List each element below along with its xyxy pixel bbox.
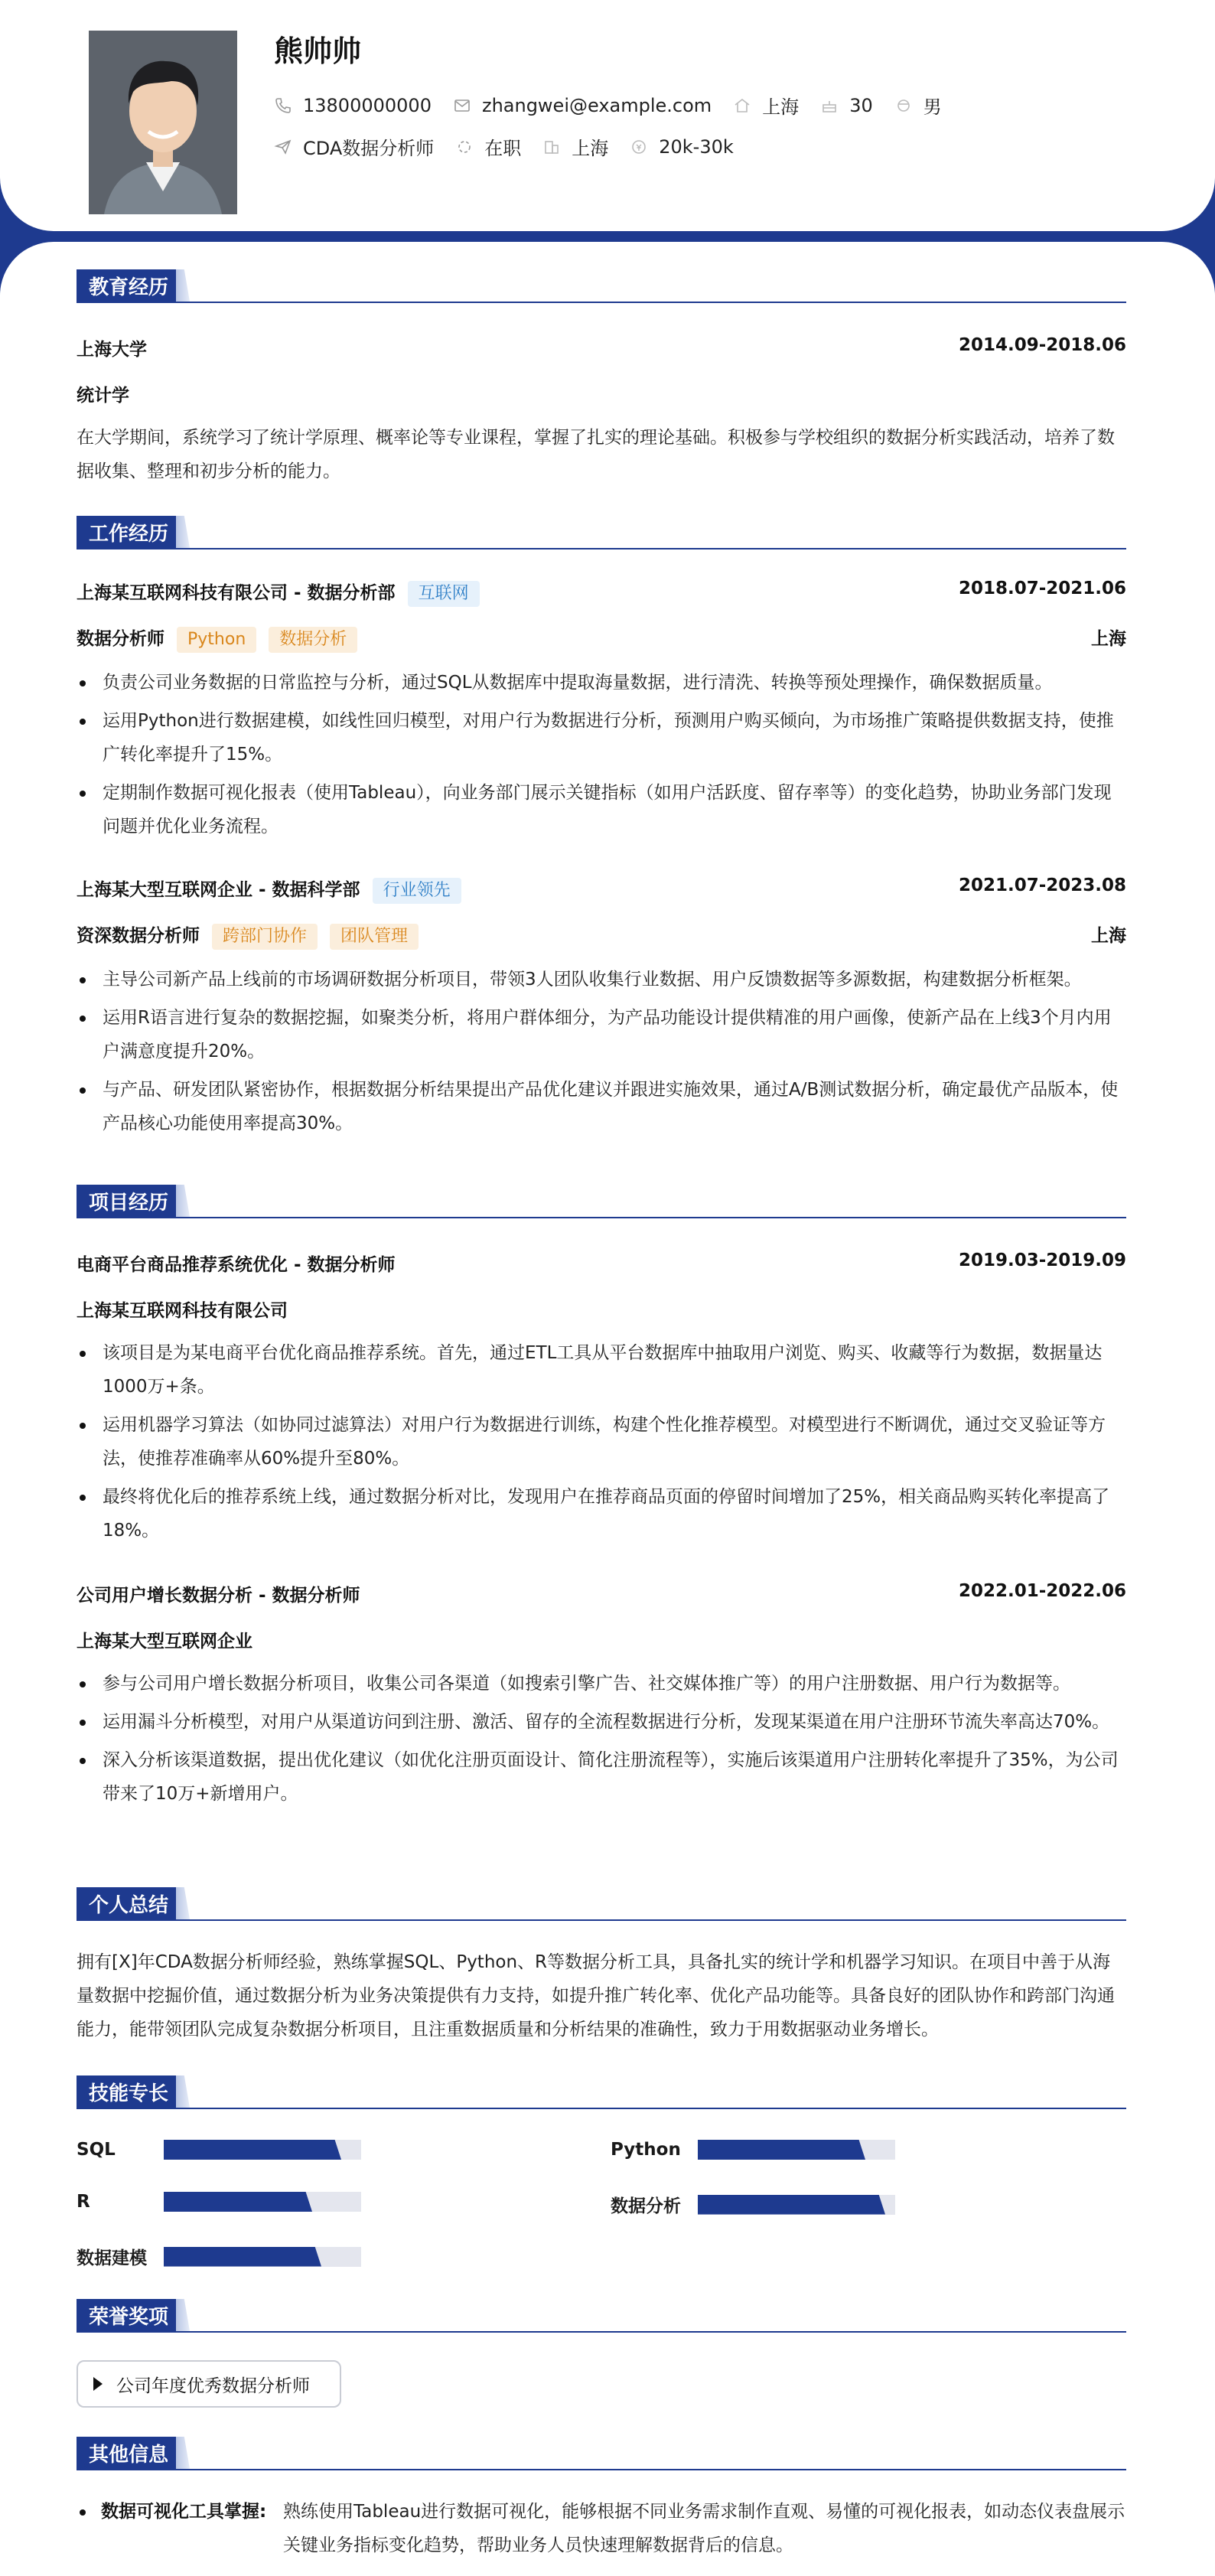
salary-item <box>630 136 734 158</box>
salary-text: 20k-30k <box>659 135 734 158</box>
skill-bar <box>698 2195 895 2215</box>
work-role: 数据分析师 Python 数据分析 上海 <box>77 624 1126 653</box>
phone-icon <box>274 96 292 115</box>
skill-bar <box>164 2140 361 2160</box>
skill-tag: 跨部门协作 <box>212 924 318 950</box>
skill-bar <box>164 2192 361 2212</box>
mail-icon <box>453 96 471 115</box>
email-text: zhangwei@example.com <box>481 94 712 116</box>
hometown-item <box>733 92 799 119</box>
email-item <box>453 95 712 116</box>
project-period: 2022.01-2022.06 <box>958 1581 1126 1601</box>
list-item: 主导公司新产品上线前的市场调研数据分析项目，带领3人团队收集行业数据、用户反馈数据等多源数据，构建数据分析框架。 <box>77 963 1126 996</box>
skill-name: 数据分析 <box>611 2196 681 2216</box>
school-name: 上海大学 2014.09-2018.06 <box>77 335 1126 360</box>
list-item: 负责公司业务数据的日常监控与分析，通过SQL从数据库中提取海量数据，进行清洗、转换等预处理操作，确保数据质量。 <box>77 666 1126 699</box>
section-header-education <box>77 269 1126 303</box>
skill-bar <box>164 2247 361 2267</box>
caret-right-icon <box>93 2377 103 2391</box>
section-title: 技能专长 <box>77 2075 181 2108</box>
section-title: 个人总结 <box>77 1887 181 1919</box>
status-icon <box>455 138 474 156</box>
project-title: 电商平台商品推荐系统优化 - 数据分析师 2019.03-2019.09 <box>77 1251 1126 1275</box>
work-bullets <box>77 963 1126 1145</box>
summary-text: 拥有[X]年CDA数据分析师经验，熟练掌握SQL、Python、R等数据分析工具，具备扎实的统计学和机器学习知识。在项目中善于从海量数据中挖掘价值，通过数据分析为业务决策提供有力支持，如提升推广转化率、优化产品功能等。具备良好的团队协作和跨部门沟通能力，能带领团队完成复杂数据分析项目，且注重数据质量和分析结果的准确性，致力于用数据驱动业务增长。 <box>77 1952 1115 2040</box>
work-location: 上海 <box>1091 629 1126 649</box>
list-item: 定期制作数据可视化报表（使用Tableau），向业务部门展示关键指标（如用户活跃度、留存率等）的变化趋势，协助业务部门发现问题并优化业务流程。 <box>77 776 1126 843</box>
phone-text: 13800000000 <box>303 94 432 116</box>
home-icon <box>733 96 751 115</box>
work-bullets <box>77 666 1126 848</box>
section-header-project <box>77 1185 1126 1218</box>
skill-item <box>611 2140 895 2160</box>
other-info-value: 熟练使用Tableau进行数据可视化，能够根据不同业务需求制作直观、易懂的可视化报表，如动态仪表盘展示关键业务指标变化趋势，帮助业务人员快速理解数据背后的信息。 <box>283 2502 1125 2555</box>
city-text: 上海 <box>572 138 609 159</box>
coin-icon <box>630 138 648 156</box>
industry-tag: 行业领先 <box>373 878 461 904</box>
contact-row <box>274 92 963 119</box>
work-company: 上海某大型互联网企业 - 数据科学部 行业领先 2021.07-2023.08 <box>77 876 1126 904</box>
skill-item <box>77 2140 361 2160</box>
list-item: 运用Python进行数据建模，如线性回归模型，对用户行为数据进行分析，预测用户购买倾向，为市场推广策略提供数据支持，使推广转化率提升了15%。 <box>77 704 1126 771</box>
section-header-work <box>77 516 1126 549</box>
project-company: 上海某大型互联网企业 <box>77 1632 252 1652</box>
status-item <box>455 133 521 160</box>
age-text: 30 <box>849 94 873 116</box>
avatar <box>89 31 237 214</box>
work-role: 资深数据分析师 跨部门协作 团队管理 上海 <box>77 921 1126 950</box>
skill-tag: 数据分析 <box>269 627 357 653</box>
work-company: 上海某互联网科技有限公司 - 数据分析部 互联网 2018.07-2021.06 <box>77 579 1126 607</box>
award-label: 公司年度优秀数据分析师 <box>116 2375 310 2396</box>
section-title: 教育经历 <box>77 269 181 302</box>
list-item: 深入分析该渠道数据，提出优化建议（如优化注册页面设计、简化注册流程等），实施后该渠道用户注册转化率提升了35%，为公司带来了10万+新增用户。 <box>77 1743 1126 1811</box>
status-text: 在职 <box>484 138 522 159</box>
gender-item <box>894 92 942 119</box>
education-description: 在大学期间，系统学习了统计学原理、概率论等专业课程，掌握了扎实的理论基础。积极参与学校组织的数据分析实践活动，培养了数据收集、整理和初步分析的能力。 <box>77 428 1115 481</box>
paper-plane-icon <box>274 138 292 156</box>
candidate-name: 熊帅帅 <box>274 34 362 68</box>
skill-item <box>611 2192 895 2217</box>
major: 统计学 <box>77 386 129 406</box>
section-header-awards <box>77 2299 1126 2333</box>
industry-tag: 互联网 <box>408 581 480 607</box>
section-header-skills <box>77 2075 1126 2109</box>
other-info-key: 数据可视化工具掌握: <box>101 2502 267 2522</box>
gender-text: 男 <box>923 96 942 118</box>
phone-item <box>274 95 432 116</box>
award-item[interactable] <box>77 2360 341 2408</box>
section-header-summary <box>77 1887 1126 1921</box>
skill-name: SQL <box>77 2140 116 2160</box>
project-company: 上海某互联网科技有限公司 <box>77 1301 288 1321</box>
skill-name: 数据建模 <box>77 2248 147 2268</box>
position-text: CDA数据分析师 <box>303 138 435 159</box>
project-title: 公司用户增长数据分析 - 数据分析师 2022.01-2022.06 <box>77 1581 1126 1606</box>
job-row <box>274 133 755 160</box>
skill-item <box>77 2192 361 2212</box>
skill-tag: Python <box>177 627 256 653</box>
gender-icon <box>894 96 913 115</box>
position-item <box>274 133 434 160</box>
hometown-text: 上海 <box>762 96 800 118</box>
list-item: 参与公司用户增长数据分析项目，收集公司各渠道（如搜索引擎广告、社交媒体推广等）的用户注册数据、用户行为数据等。 <box>77 1667 1126 1700</box>
section-header-other <box>77 2437 1126 2470</box>
list-item: 与产品、研发团队紧密协作，根据数据分析结果提出产品优化建议并跟进实施效果，通过A/B测试数据分析，确定最优产品版本，使产品核心功能使用率提高30%。 <box>77 1073 1126 1140</box>
skill-name: Python <box>611 2140 681 2160</box>
cake-icon <box>820 96 839 115</box>
header-card <box>0 0 1215 231</box>
building-icon <box>542 138 561 156</box>
city-item <box>542 133 608 160</box>
section-title: 工作经历 <box>77 516 181 548</box>
list-item: 运用R语言进行复杂的数据挖掘，如聚类分析，将用户群体细分，为产品功能设计提供精准的用户画像，使新产品在上线3个月内用户满意度提升20%。 <box>77 1001 1126 1068</box>
section-title: 荣誉奖项 <box>77 2299 181 2331</box>
project-bullets <box>77 1667 1126 1815</box>
section-title: 项目经历 <box>77 1185 181 1217</box>
skill-item <box>77 2244 361 2269</box>
skill-bar <box>698 2140 895 2160</box>
skill-tag: 团队管理 <box>330 924 419 950</box>
skill-name: R <box>77 2192 90 2212</box>
education-period: 2014.09-2018.06 <box>958 335 1126 355</box>
list-item: 运用机器学习算法（如协同过滤算法）对用户行为数据进行训练，构建个性化推荐模型。对模型进行不断调优，通过交叉验证等方法，使推荐准确率从60%提升至80%。 <box>77 1408 1126 1475</box>
list-item: 最终将优化后的推荐系统上线，通过数据分析对比，发现用户在推荐商品页面的停留时间增加了25%，相关商品购买转化率提高了18%。 <box>77 1480 1126 1547</box>
list-item: 该项目是为某电商平台优化商品推荐系统。首先，通过ETL工具从平台数据库中抽取用户浏览、购买、收藏等行为数据，数据量达1000万+条。 <box>77 1336 1126 1404</box>
section-title: 其他信息 <box>77 2437 181 2469</box>
project-bullets <box>77 1336 1126 1552</box>
age-item <box>820 95 873 116</box>
work-location: 上海 <box>1091 926 1126 946</box>
project-period: 2019.03-2019.09 <box>958 1251 1126 1270</box>
work-period: 2018.07-2021.06 <box>958 579 1126 598</box>
work-period: 2021.07-2023.08 <box>958 876 1126 895</box>
list-item: 运用漏斗分析模型，对用户从渠道访问到注册、激活、留存的全流程数据进行分析，发现某渠道在用户注册环节流失率高达70%。 <box>77 1705 1126 1739</box>
